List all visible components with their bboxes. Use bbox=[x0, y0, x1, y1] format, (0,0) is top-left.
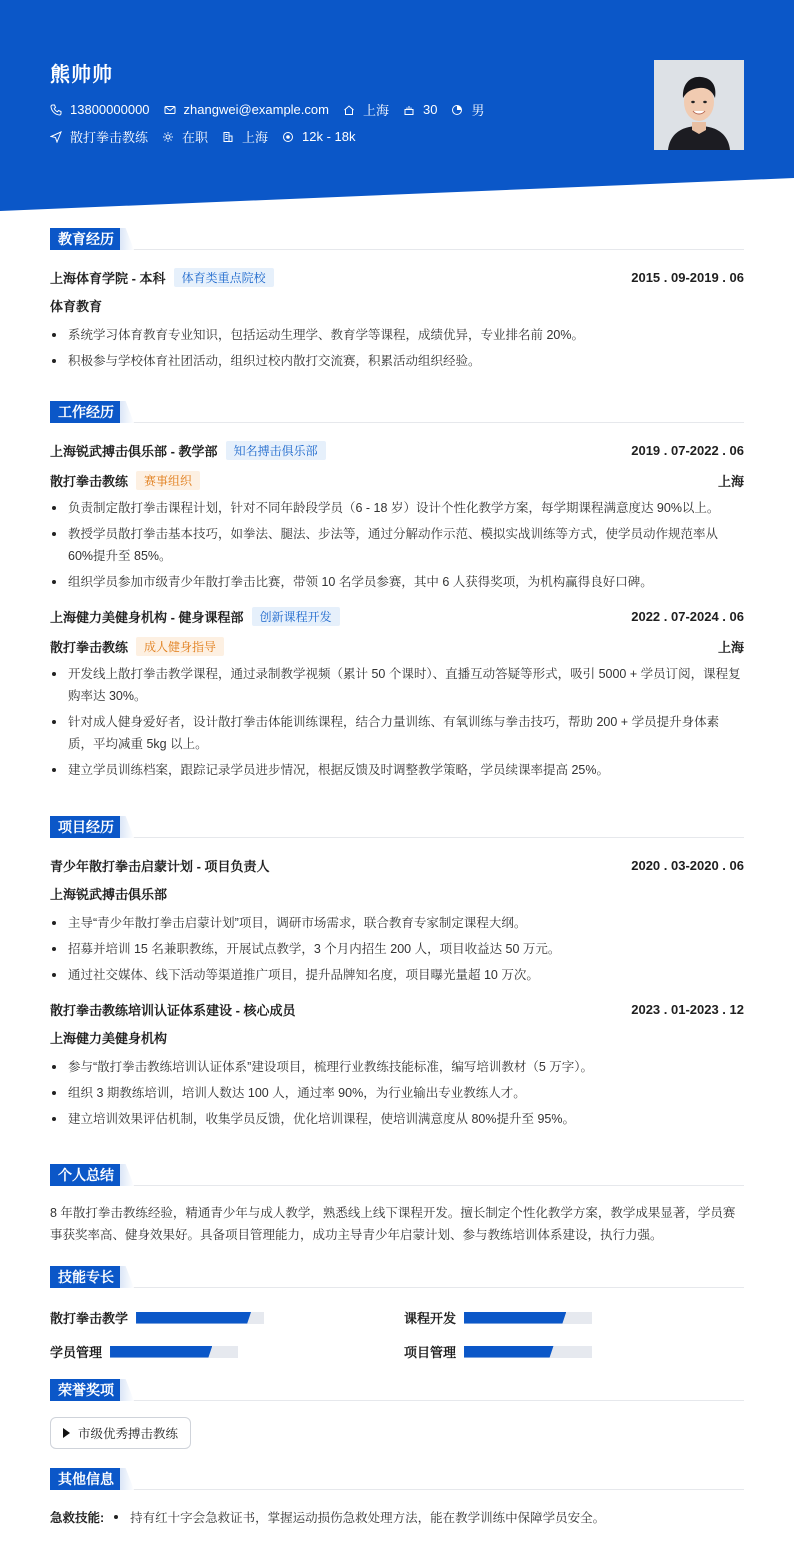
status-text: 在职 bbox=[182, 130, 209, 145]
list-item: 针对成人健身爱好者，设计散打拳击体能训练课程，结合力量训练、有氧训练与拳击技巧，帮助 200 + 学员提升身体素质，平均减重 5kg 以上。 bbox=[50, 711, 744, 755]
skill-name: 项目管理 bbox=[404, 1345, 457, 1360]
list-item: 积极参与学校体育社团活动，组织过校内散打交流赛，积累活动组织经验。 bbox=[50, 350, 744, 372]
email-info bbox=[164, 102, 329, 117]
section-title-decoration bbox=[120, 1164, 134, 1186]
skill-bar-fill bbox=[136, 1312, 251, 1324]
section-title bbox=[50, 1266, 744, 1288]
gender-info bbox=[451, 100, 484, 119]
gender-text: 男 bbox=[471, 103, 485, 118]
company-name: 上海锐武搏击俱乐部 - 教学部 bbox=[50, 443, 218, 459]
project-bullets bbox=[50, 1056, 744, 1130]
skill-bar bbox=[110, 1346, 238, 1358]
school-name: 上海体育学院 - 本科 bbox=[50, 270, 166, 286]
list-item: 负责制定散打拳击课程计划，针对不同年龄段学员（6 - 18 岁）设计个性化教学方案，每学期课程满意度达 90%以上。 bbox=[50, 497, 744, 519]
other-label: 急救技能: bbox=[50, 1511, 105, 1525]
salary-info bbox=[282, 129, 355, 144]
section-title-label: 其他信息 bbox=[50, 1468, 122, 1490]
major: 体育教育 bbox=[50, 299, 103, 314]
skill-item bbox=[404, 1342, 592, 1361]
section-title bbox=[50, 401, 744, 423]
skills-section bbox=[50, 1266, 744, 1358]
company-tag: 创新课程开发 bbox=[252, 607, 340, 626]
section-title bbox=[50, 1468, 744, 1490]
other-section bbox=[50, 1468, 744, 1526]
home-info bbox=[343, 100, 389, 119]
section-title-decoration bbox=[120, 228, 134, 250]
gender-icon bbox=[451, 104, 463, 116]
work-location: 上海 bbox=[717, 639, 744, 655]
section-title-label: 荣誉奖项 bbox=[50, 1379, 122, 1401]
company-tag: 知名搏击俱乐部 bbox=[226, 441, 326, 460]
cake-icon bbox=[403, 104, 415, 116]
bullet-dot bbox=[114, 1515, 118, 1519]
section-title-decoration bbox=[120, 1266, 134, 1288]
education-bullets bbox=[50, 324, 744, 372]
phone-info bbox=[50, 102, 150, 117]
section-title-decoration bbox=[120, 401, 134, 423]
phone-icon bbox=[50, 104, 62, 116]
project-row bbox=[50, 856, 744, 874]
summary-text: 8 年散打拳击教练经验，精通青少年与成人教学，熟悉线上线下课程开发。擅长制定个性化教学方案，教学成果显著，学员赛事获奖率高、健身效果好。具备项目管理能力，成功主导青少年启蒙计划、参与教练培训体系建设，执行力强。 bbox=[50, 1206, 736, 1242]
list-item: 开发线上散打拳击教学课程，通过录制教学视频（累计 50 个课时）、直播互动答疑等形式，吸引 5000 + 学员订阅，课程复购率达 30%。 bbox=[50, 663, 744, 707]
list-item: 组织学员参加市级青少年散打拳击比赛，带领 10 名学员参赛，其中 6 人获得奖项，为机构赢得良好口碑。 bbox=[50, 571, 744, 593]
building-icon bbox=[222, 131, 234, 143]
job-row bbox=[50, 127, 370, 146]
education-row bbox=[50, 268, 744, 286]
mail-icon bbox=[164, 104, 176, 116]
age-text: 30 bbox=[422, 102, 438, 117]
list-item: 建立培训效果评估机制，收集学员反馈，优化培训课程，使培训满意度从 80%提升至 95%。 bbox=[50, 1108, 744, 1130]
skill-bar bbox=[136, 1312, 264, 1324]
role-tag: 赛事组织 bbox=[136, 471, 200, 490]
summary-section bbox=[50, 1164, 744, 1246]
skill-bar-fill bbox=[464, 1346, 554, 1358]
other-value: 持有红十字会急救证书，掌握运动损伤急救处理方法，能在教学训练中保障学员安全。 bbox=[130, 1511, 606, 1525]
list-item: 系统学习体育教育专业知识，包括运动生理学、教育学等课程，成绩优异，专业排名前 20%。 bbox=[50, 324, 744, 346]
skill-name: 学员管理 bbox=[50, 1345, 103, 1360]
email-text: zhangwei@example.com bbox=[183, 102, 329, 117]
resume-header bbox=[0, 0, 794, 215]
project-date: 2023 . 01-2023 . 12 bbox=[631, 1001, 744, 1017]
city-text: 上海 bbox=[242, 130, 269, 145]
home-text: 上海 bbox=[362, 103, 389, 118]
section-title bbox=[50, 1164, 744, 1186]
contact-row bbox=[50, 100, 498, 119]
work-bullets bbox=[50, 663, 744, 781]
project-bullets bbox=[50, 912, 744, 986]
project-org: 上海锐武搏击俱乐部 bbox=[50, 887, 168, 902]
education-section bbox=[50, 228, 744, 372]
award-item bbox=[50, 1417, 191, 1449]
role-name: 散打拳击教练 bbox=[50, 639, 129, 655]
section-title-decoration bbox=[120, 816, 134, 838]
list-item: 招募并培训 15 名兼职教练，开展试点教学，3 个月内招生 200 人，项目收益达 50 万元。 bbox=[50, 938, 744, 960]
section-title bbox=[50, 816, 744, 838]
skill-item bbox=[50, 1308, 264, 1327]
work-bullets bbox=[50, 497, 744, 593]
section-title-label: 工作经历 bbox=[50, 401, 122, 423]
section-title-label: 项目经历 bbox=[50, 816, 122, 838]
job-text: 散打拳击教练 bbox=[70, 130, 149, 145]
project-date: 2020 . 03-2020 . 06 bbox=[631, 857, 744, 873]
role-row bbox=[50, 471, 744, 489]
status-info bbox=[162, 127, 208, 146]
work-date: 2022 . 07-2024 . 06 bbox=[631, 608, 744, 624]
list-item: 教授学员散打拳击基本技巧，如拳法、腿法、步法等，通过分解动作示范、模拟实战训练等方式，使学员动作规范率从 60%提升至 85%。 bbox=[50, 523, 744, 567]
send-icon bbox=[50, 131, 62, 143]
avatar-portrait-icon bbox=[654, 60, 744, 150]
education-date: 2015 . 09-2019 . 06 bbox=[631, 269, 744, 285]
role-name: 散打拳击教练 bbox=[50, 473, 129, 489]
list-item: 组织 3 期教练培训，培训人数达 100 人，通过率 90%，为行业输出专业教练人才。 bbox=[50, 1082, 744, 1104]
project-name: 青少年散打拳击启蒙计划 - 项目负责人 bbox=[50, 858, 270, 874]
skill-bar bbox=[464, 1312, 592, 1324]
section-title bbox=[50, 1379, 744, 1401]
skill-bar-fill bbox=[464, 1312, 566, 1324]
skill-name: 课程开发 bbox=[404, 1311, 457, 1326]
work-date: 2019 . 07-2022 . 06 bbox=[631, 442, 744, 458]
skill-name: 散打拳击教学 bbox=[50, 1311, 129, 1326]
avatar bbox=[654, 60, 744, 150]
school-tag: 体育类重点院校 bbox=[174, 268, 274, 287]
phone-text: 13800000000 bbox=[70, 102, 150, 117]
salary-text: 12k - 18k bbox=[302, 129, 356, 144]
role-tag: 成人健身指导 bbox=[136, 637, 224, 656]
project-org: 上海健力美健身机构 bbox=[50, 1031, 168, 1046]
section-title bbox=[50, 228, 744, 250]
list-item: 通过社交媒体、线下活动等渠道推广项目，提升品牌知名度，项目曝光量超 10 万次。 bbox=[50, 964, 744, 986]
list-item: 参与“散打拳击教练培训认证体系”建设项目，梳理行业教练技能标准，编写培训教材（5 万字）。 bbox=[50, 1056, 744, 1078]
role-row bbox=[50, 637, 744, 655]
list-item: 建立学员训练档案，跟踪记录学员进步情况，根据反馈及时调整教学策略，学员续课率提高 25%。 bbox=[50, 759, 744, 781]
company-name: 上海健力美健身机构 - 健身课程部 bbox=[50, 609, 244, 625]
play-triangle-icon bbox=[63, 1428, 70, 1438]
gear-icon bbox=[162, 131, 174, 143]
skill-bar bbox=[464, 1346, 592, 1358]
award-text: 市级优秀搏击教练 bbox=[78, 1427, 179, 1441]
city-info bbox=[222, 127, 268, 146]
project-row bbox=[50, 1000, 744, 1018]
other-info-row bbox=[50, 1508, 744, 1526]
coin-icon bbox=[282, 131, 294, 143]
skill-item bbox=[404, 1308, 592, 1327]
work-row bbox=[50, 441, 744, 459]
skill-item bbox=[50, 1342, 238, 1361]
work-location: 上海 bbox=[717, 473, 744, 489]
section-title-decoration bbox=[120, 1379, 134, 1401]
section-title-decoration bbox=[120, 1468, 134, 1490]
age-info bbox=[403, 102, 437, 117]
section-title-label: 个人总结 bbox=[50, 1164, 122, 1186]
list-item: 主导“青少年散打拳击启蒙计划”项目，调研市场需求，联合教育专家制定课程大纲。 bbox=[50, 912, 744, 934]
house-icon bbox=[343, 104, 355, 116]
skills-grid bbox=[50, 1288, 744, 1358]
section-title-label: 教育经历 bbox=[50, 228, 122, 250]
awards-section bbox=[50, 1379, 744, 1449]
project-name: 散打拳击教练培训认证体系建设 - 核心成员 bbox=[50, 1002, 296, 1018]
candidate-name: 熊帅帅 bbox=[50, 64, 113, 86]
skill-bar-fill bbox=[110, 1346, 212, 1358]
work-row bbox=[50, 607, 744, 625]
section-title-label: 技能专长 bbox=[50, 1266, 122, 1288]
job-info bbox=[50, 127, 148, 146]
projects-section bbox=[50, 816, 744, 1130]
work-section bbox=[50, 401, 744, 781]
